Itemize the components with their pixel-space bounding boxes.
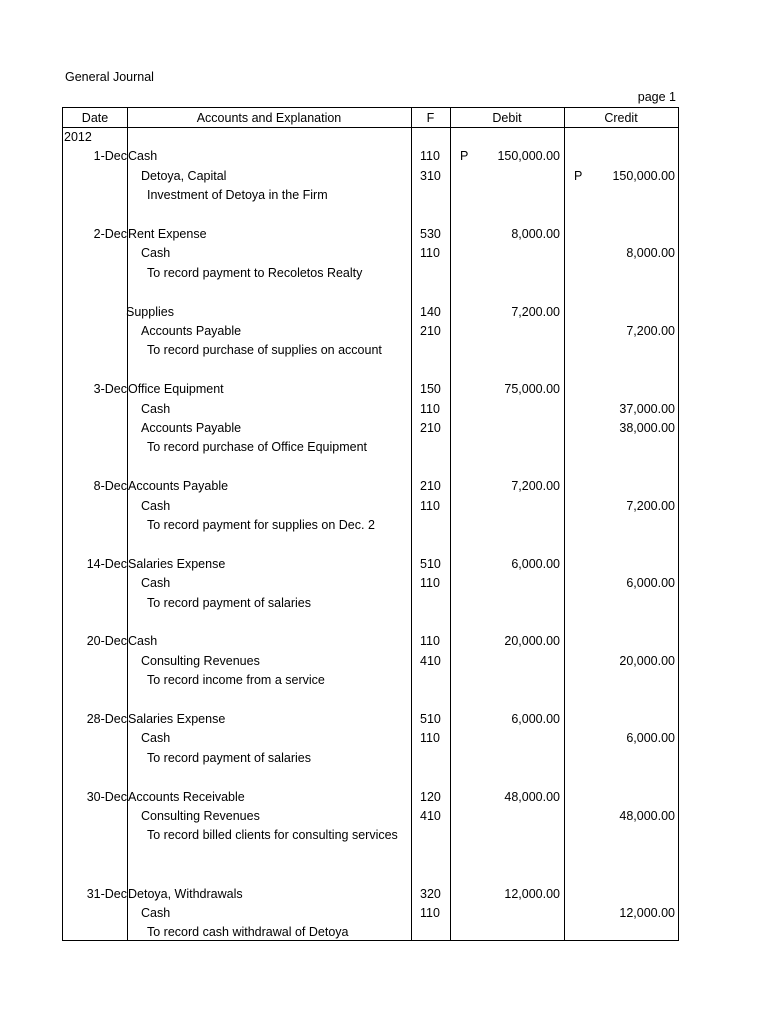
- folio-ref: 410: [420, 653, 441, 668]
- folio-ref: 110: [420, 576, 440, 591]
- debit-amount: [452, 341, 560, 360]
- folio-ref: 510: [420, 556, 441, 571]
- folio-ref: 410: [420, 809, 441, 823]
- account-name: Cash: [141, 576, 171, 591]
- credit-amount: 6,000.00: [626, 576, 675, 591]
- journal-row: [63, 768, 678, 787]
- folio-ref: 110: [420, 149, 440, 164]
- journal-row: [63, 904, 678, 923]
- account-name: To record payment for supplies on Dec. 2: [147, 518, 375, 532]
- entry-date: 3-Dec: [93, 382, 127, 397]
- journal-row: [63, 516, 678, 535]
- credit-amount: 38,000.00: [619, 421, 675, 435]
- entry-date: 8-Dec: [93, 479, 127, 494]
- account-name: Cash: [128, 634, 158, 649]
- journal-row: [63, 807, 678, 826]
- journal-row: [63, 264, 678, 283]
- journal-row: [63, 400, 678, 419]
- journal-row: [63, 885, 678, 904]
- debit-amount: [452, 322, 560, 341]
- account-name: Consulting Revenues: [141, 653, 260, 668]
- account-name: [128, 458, 408, 477]
- folio-ref: 510: [420, 712, 441, 726]
- credit-amount: [565, 147, 675, 166]
- credit-amount: [565, 691, 675, 710]
- entry-date: [63, 865, 127, 884]
- journal-row: [63, 147, 678, 166]
- journal-row: [63, 477, 678, 496]
- entry-date: [63, 729, 127, 748]
- journal-row: [63, 865, 678, 884]
- debit-amount: 20,000.00: [504, 634, 560, 649]
- folio-ref: 110: [420, 401, 440, 416]
- journal-row: [63, 613, 678, 632]
- journal-row: [63, 729, 678, 748]
- account-name: Cash: [128, 149, 158, 164]
- journal-table: [62, 107, 679, 941]
- debit-amount: [452, 361, 560, 380]
- entry-date: [63, 652, 127, 671]
- entry-date: [63, 458, 127, 477]
- entry-date: [63, 904, 127, 923]
- entry-date: [63, 535, 127, 554]
- entry-date: [63, 206, 127, 225]
- account-name: Accounts Receivable: [128, 789, 245, 804]
- debit-amount: [452, 206, 560, 225]
- account-name: To record cash withdrawal of Detoya: [147, 925, 349, 940]
- credit-amount: [565, 749, 675, 768]
- entry-date: [63, 438, 127, 457]
- debit-amount: 75,000.00: [504, 382, 560, 397]
- debit-amount: [452, 167, 560, 186]
- account-name: Consulting Revenues: [141, 809, 260, 823]
- debit-amount: [452, 671, 560, 690]
- account-name: Accounts Payable: [141, 421, 242, 435]
- credit-amount: [565, 128, 675, 147]
- debit-amount: 6,000.00: [511, 712, 560, 726]
- entry-date: [63, 400, 127, 419]
- folio-ref: 110: [420, 246, 440, 261]
- page-number: page 1: [637, 90, 676, 104]
- entry-date: [63, 167, 127, 186]
- entry-date: [63, 671, 127, 690]
- journal-row: [63, 361, 678, 380]
- debit-amount: [452, 419, 560, 438]
- debit-amount: [452, 691, 560, 710]
- journal-row: [63, 128, 678, 147]
- credit-amount: [565, 632, 675, 651]
- entry-date: [63, 361, 127, 380]
- account-name: [128, 613, 408, 632]
- credit-amount: [565, 788, 675, 807]
- account-name: Accounts Payable: [128, 479, 229, 494]
- credit-amount: [565, 186, 675, 205]
- debit-amount: [452, 574, 560, 593]
- journal-row: [63, 535, 678, 554]
- credit-amount: 7,200.00: [626, 324, 675, 338]
- credit-amount: 12,000.00: [619, 906, 675, 920]
- entry-date: 2012: [64, 130, 92, 144]
- journal-row: [63, 322, 678, 341]
- debit-amount: [452, 923, 560, 942]
- journal-row: [63, 419, 678, 438]
- account-name: [128, 361, 408, 380]
- credit-amount: [565, 516, 675, 535]
- journal-row: [63, 788, 678, 807]
- folio-ref: 530: [420, 227, 441, 241]
- header-credit: Credit: [604, 111, 638, 125]
- debit-amount: [452, 729, 560, 748]
- entry-date: [63, 807, 127, 826]
- entry-date: [63, 594, 127, 613]
- header-accounts: Accounts and Explanation: [196, 111, 342, 125]
- journal-row: [63, 555, 678, 574]
- credit-amount: [565, 535, 675, 554]
- debit-amount: [452, 283, 560, 302]
- entry-date: [63, 826, 127, 845]
- folio-ref: 110: [420, 731, 440, 746]
- folio-ref: 110: [420, 498, 440, 513]
- journal-row: [63, 497, 678, 516]
- entry-date: 20-Dec: [86, 634, 127, 649]
- folio-ref: 150: [420, 382, 441, 397]
- account-name: To record purchase of Office Equipment: [147, 440, 368, 455]
- account-name: To record payment of salaries: [147, 750, 311, 765]
- entry-date: [63, 419, 127, 438]
- entry-date: [63, 341, 127, 360]
- account-name: Salaries Expense: [128, 556, 226, 571]
- entry-date: [63, 244, 127, 263]
- folio-ref: 210: [420, 479, 441, 494]
- credit-amount: [565, 671, 675, 690]
- credit-amount: [565, 710, 675, 729]
- journal-row: [63, 380, 678, 399]
- debit-amount: [452, 438, 560, 457]
- account-name: [128, 535, 408, 554]
- folio-ref: 320: [420, 886, 441, 901]
- journal-row: [63, 283, 678, 302]
- account-name: Cash: [141, 498, 171, 513]
- credit-currency-symbol: P: [574, 168, 583, 183]
- debit-amount: 12,000.00: [504, 886, 560, 901]
- debit-amount: [452, 497, 560, 516]
- credit-amount: [565, 826, 675, 845]
- journal-row: [63, 341, 678, 360]
- folio-ref: 310: [420, 168, 441, 183]
- credit-amount: [565, 923, 675, 942]
- debit-amount: 8,000.00: [511, 227, 560, 241]
- debit-amount: [452, 458, 560, 477]
- account-name: Investment of Detoya in the Firm: [147, 188, 328, 203]
- journal-title: General Journal: [65, 70, 154, 84]
- folio-ref: 210: [420, 421, 441, 435]
- credit-amount: [565, 477, 675, 496]
- account-name: [128, 846, 408, 865]
- journal-row: [63, 710, 678, 729]
- account-name: Cash: [141, 246, 171, 261]
- credit-amount: [565, 225, 675, 244]
- journal-row: [63, 206, 678, 225]
- entry-date: [63, 516, 127, 535]
- credit-amount: [565, 594, 675, 613]
- account-name: Detoya, Withdrawals: [128, 886, 243, 901]
- credit-amount: 20,000.00: [619, 653, 675, 668]
- credit-amount: 37,000.00: [619, 401, 675, 416]
- credit-amount: [565, 885, 675, 904]
- journal-row: [63, 846, 678, 865]
- debit-amount: [452, 807, 560, 826]
- account-name: Cash: [141, 906, 171, 920]
- entry-date: 1-Dec: [93, 149, 127, 164]
- debit-amount: [452, 768, 560, 787]
- debit-amount: [452, 244, 560, 263]
- entry-date: 2-Dec: [93, 227, 127, 241]
- debit-amount: [452, 749, 560, 768]
- account-name: Office Equipment: [128, 382, 224, 397]
- journal-row: [63, 574, 678, 593]
- credit-amount: [565, 264, 675, 283]
- entry-date: [63, 749, 127, 768]
- credit-amount: 48,000.00: [619, 809, 675, 823]
- account-name: Cash: [141, 401, 171, 416]
- credit-amount: [565, 438, 675, 457]
- debit-amount: [452, 846, 560, 865]
- journal-row: [63, 225, 678, 244]
- debit-amount: [452, 516, 560, 535]
- debit-amount: [452, 186, 560, 205]
- entry-date: [63, 264, 127, 283]
- entry-date: [63, 283, 127, 302]
- account-name: [128, 283, 408, 302]
- entry-date: [63, 497, 127, 516]
- journal-row: [63, 923, 678, 942]
- journal-row: [63, 826, 678, 845]
- credit-amount: [565, 206, 675, 225]
- debit-amount: [452, 535, 560, 554]
- credit-amount: [565, 303, 675, 322]
- folio-ref: 140: [420, 304, 441, 319]
- entry-date: [63, 613, 127, 632]
- debit-currency-symbol: P: [460, 149, 469, 164]
- debit-amount: 7,200.00: [511, 304, 560, 319]
- entry-date: [63, 691, 127, 710]
- debit-amount: 48,000.00: [504, 789, 560, 804]
- entry-date: [63, 923, 127, 942]
- entry-date: 14-Dec: [86, 556, 127, 571]
- credit-amount: [565, 865, 675, 884]
- credit-amount: 150,000.00: [612, 168, 675, 183]
- header-date: Date: [81, 111, 109, 125]
- credit-amount: [565, 613, 675, 632]
- account-name: To record billed clients for consulting services: [147, 828, 398, 843]
- account-name: [128, 691, 408, 710]
- credit-amount: [565, 555, 675, 574]
- credit-amount: [565, 768, 675, 787]
- journal-row: [63, 594, 678, 613]
- debit-amount: [452, 826, 560, 845]
- journal-row: [63, 458, 678, 477]
- debit-amount: [452, 865, 560, 884]
- debit-amount: [452, 613, 560, 632]
- entry-date: [63, 186, 127, 205]
- entry-date: [63, 322, 127, 341]
- account-name: Cash: [141, 731, 171, 746]
- folio-ref: 210: [420, 324, 441, 338]
- debit-amount: [452, 264, 560, 283]
- account-name: Salaries Expense: [128, 712, 226, 726]
- credit-amount: 6,000.00: [626, 731, 675, 746]
- entry-date: 28-Dec: [86, 712, 127, 726]
- folio-ref: 110: [420, 634, 440, 649]
- journal-row: [63, 652, 678, 671]
- debit-amount: [452, 594, 560, 613]
- header-debit: Debit: [492, 111, 522, 125]
- credit-amount: 8,000.00: [626, 246, 675, 261]
- account-name: To record payment of salaries: [147, 595, 311, 610]
- debit-amount: [452, 652, 560, 671]
- folio-ref: 120: [420, 789, 441, 804]
- credit-amount: [565, 380, 675, 399]
- journal-row: [63, 167, 678, 186]
- account-name: Accounts Payable: [141, 324, 242, 338]
- folio-ref: 110: [420, 906, 440, 920]
- account-name: [128, 768, 408, 787]
- credit-amount: [565, 283, 675, 302]
- debit-amount: [452, 128, 560, 147]
- debit-amount: 7,200.00: [511, 479, 560, 494]
- journal-row: [63, 438, 678, 457]
- entry-date: [63, 846, 127, 865]
- debit-amount: 150,000.00: [497, 149, 560, 164]
- debit-amount: [452, 904, 560, 923]
- journal-row: [63, 303, 678, 322]
- journal-row: [63, 186, 678, 205]
- credit-amount: [565, 458, 675, 477]
- account-name: To record purchase of supplies on account: [147, 343, 382, 358]
- entry-date: [63, 574, 127, 593]
- journal-row: [63, 671, 678, 690]
- account-name: To record payment to Recoletos Realty: [147, 265, 363, 280]
- credit-amount: [565, 361, 675, 380]
- header-f: F: [426, 111, 435, 125]
- account-name: Rent Expense: [128, 227, 207, 241]
- entry-date: [63, 768, 127, 787]
- journal-row: [63, 691, 678, 710]
- account-name: Detoya, Capital: [141, 168, 227, 183]
- account-name: To record income from a service: [147, 673, 325, 688]
- credit-amount: 7,200.00: [626, 498, 675, 513]
- journal-row: [63, 244, 678, 263]
- entry-date: 30-Dec: [86, 789, 127, 804]
- credit-amount: [565, 341, 675, 360]
- account-name: [128, 865, 408, 884]
- debit-amount: 6,000.00: [511, 556, 560, 571]
- account-name: Supplies: [126, 304, 174, 319]
- journal-row: [63, 749, 678, 768]
- account-name: [128, 128, 408, 147]
- journal-row: [63, 632, 678, 651]
- entry-date: 31-Dec: [86, 886, 127, 901]
- account-name: [128, 206, 408, 225]
- credit-amount: [565, 846, 675, 865]
- entry-date: [63, 303, 127, 322]
- debit-amount: [452, 400, 560, 419]
